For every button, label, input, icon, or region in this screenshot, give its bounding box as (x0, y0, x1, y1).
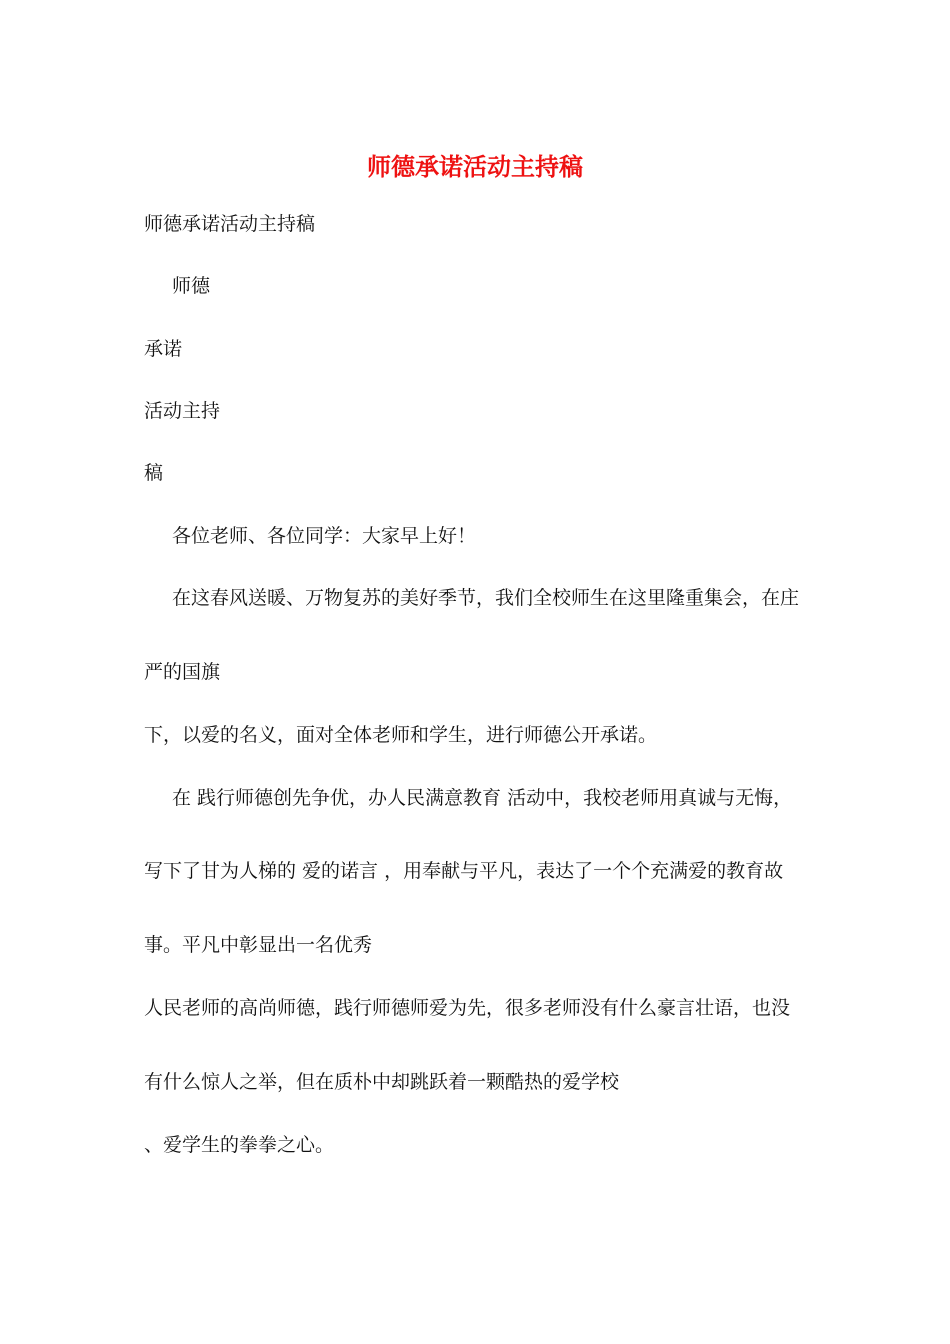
subtitle-line: 师德承诺活动主持稿 (144, 213, 316, 235)
document-title: 师德承诺活动主持稿 (367, 152, 583, 181)
paragraph-line: 写下了甘为人梯的 爱的诺言 ，用奉献与平凡，表达了一个个充满爱的教育故 (144, 860, 784, 882)
paragraph-line: 在这春风送暖、万物复苏的美好季节，我们全校师生在这里隆重集会，在庄 (172, 587, 800, 609)
text-line: 活动主持 (144, 400, 221, 422)
paragraph-line: 严的国旗 (144, 661, 221, 683)
paragraph-line: 、爱学生的拳拳之心。 (144, 1134, 335, 1156)
greeting-line: 各位老师、各位同学：大家早上好！ (172, 525, 477, 547)
paragraph-line: 有什么惊人之举，但在质朴中却跳跃着一颗酷热的爱学校 (144, 1071, 620, 1093)
paragraph-line: 下，以爱的名义，面对全体老师和学生，进行师德公开承诺。 (144, 724, 658, 746)
text-line: 稿 (144, 462, 164, 484)
text-line: 师德 (172, 275, 211, 297)
paragraph-line: 事。平凡中彰显出一名优秀 (144, 934, 373, 956)
text-line: 承诺 (144, 338, 183, 360)
paragraph-line: 人民老师的高尚师德，践行师德师爱为先，很多老师没有什么豪言壮语，也没 (144, 997, 791, 1019)
paragraph-line: 在 践行师德创先争优，办人民满意教育 活动中，我校老师用真诚与无悔， (172, 787, 793, 809)
